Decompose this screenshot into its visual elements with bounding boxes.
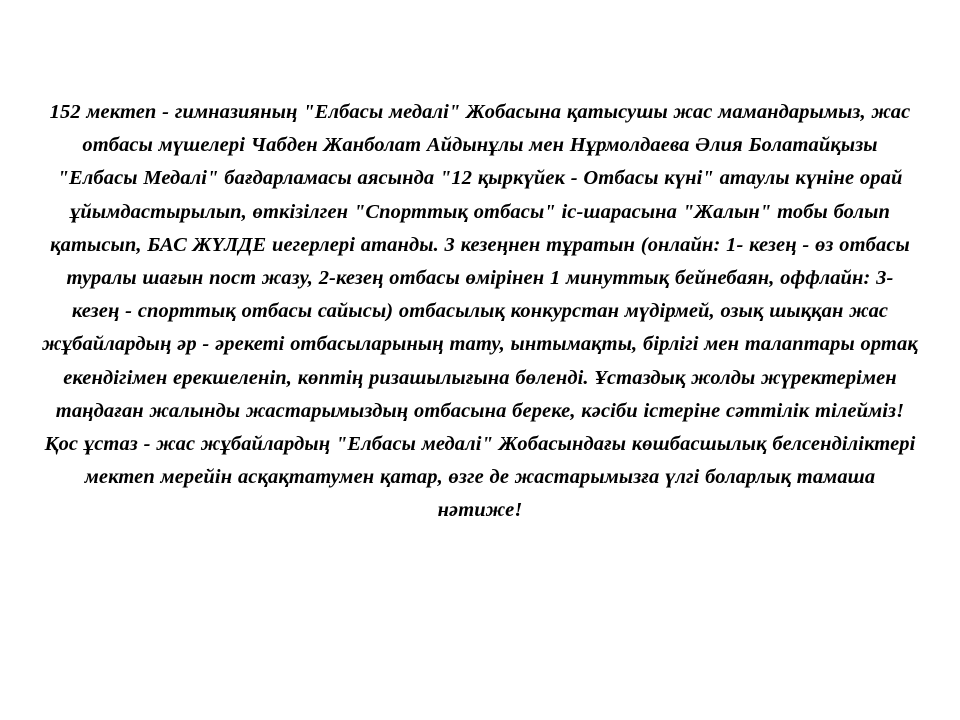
- document-body-text: [40, 96, 920, 528]
- document-paragraph: 152 мектеп - гимназияның "Елбасы медалі" Жобасына қатысушы жас мамандарымыз, жас отбасы мүшелері Чабден Жанболат Айдынұлы мен Нұрмолдаева Әлия Болатайқызы "Елбасы Медалі" бағдарламасы аясында "12 қыркүйек - Отбасы күні" атаулы күніне орай ұйымдастырылып, өткізілген "Спорттық отбасы" іс-шарасына "Жалын" тобы болып қатысып, БАС ЖҮЛДЕ иегерлері атанды. 3 кезеңнен тұратын (онлайн: 1- кезең - өз отбасы туралы шағын пост жазу, 2-кезең отбасы өмірінен 1 минуттық бейнебаян, оффлайн: 3- кезең - спорттық отбасы сайысы) отбасылық конкурстан мүдірмей, озық шыққан жас жұбайлардың әр - әрекеті отбасыларының тату, ынтымақты, бірлігі мен талаптары ортақ екендігімен ерекшеленіп, көптің ризашылығына бөленді. Ұстаздық жолды жүректерімен таңдаған жалынды жастарымыздың отбасына береке, кәсіби істеріне сәттілік тілейміз! Қос ұстаз - жас жұбайлардың "Елбасы медалі" Жобасындағы көшбасшылық белсенділіктері мектеп мерейін асқақтатумен қатар, өзге де жастарымызға үлгі боларлық тамаша нәтиже!: [42, 101, 918, 522]
